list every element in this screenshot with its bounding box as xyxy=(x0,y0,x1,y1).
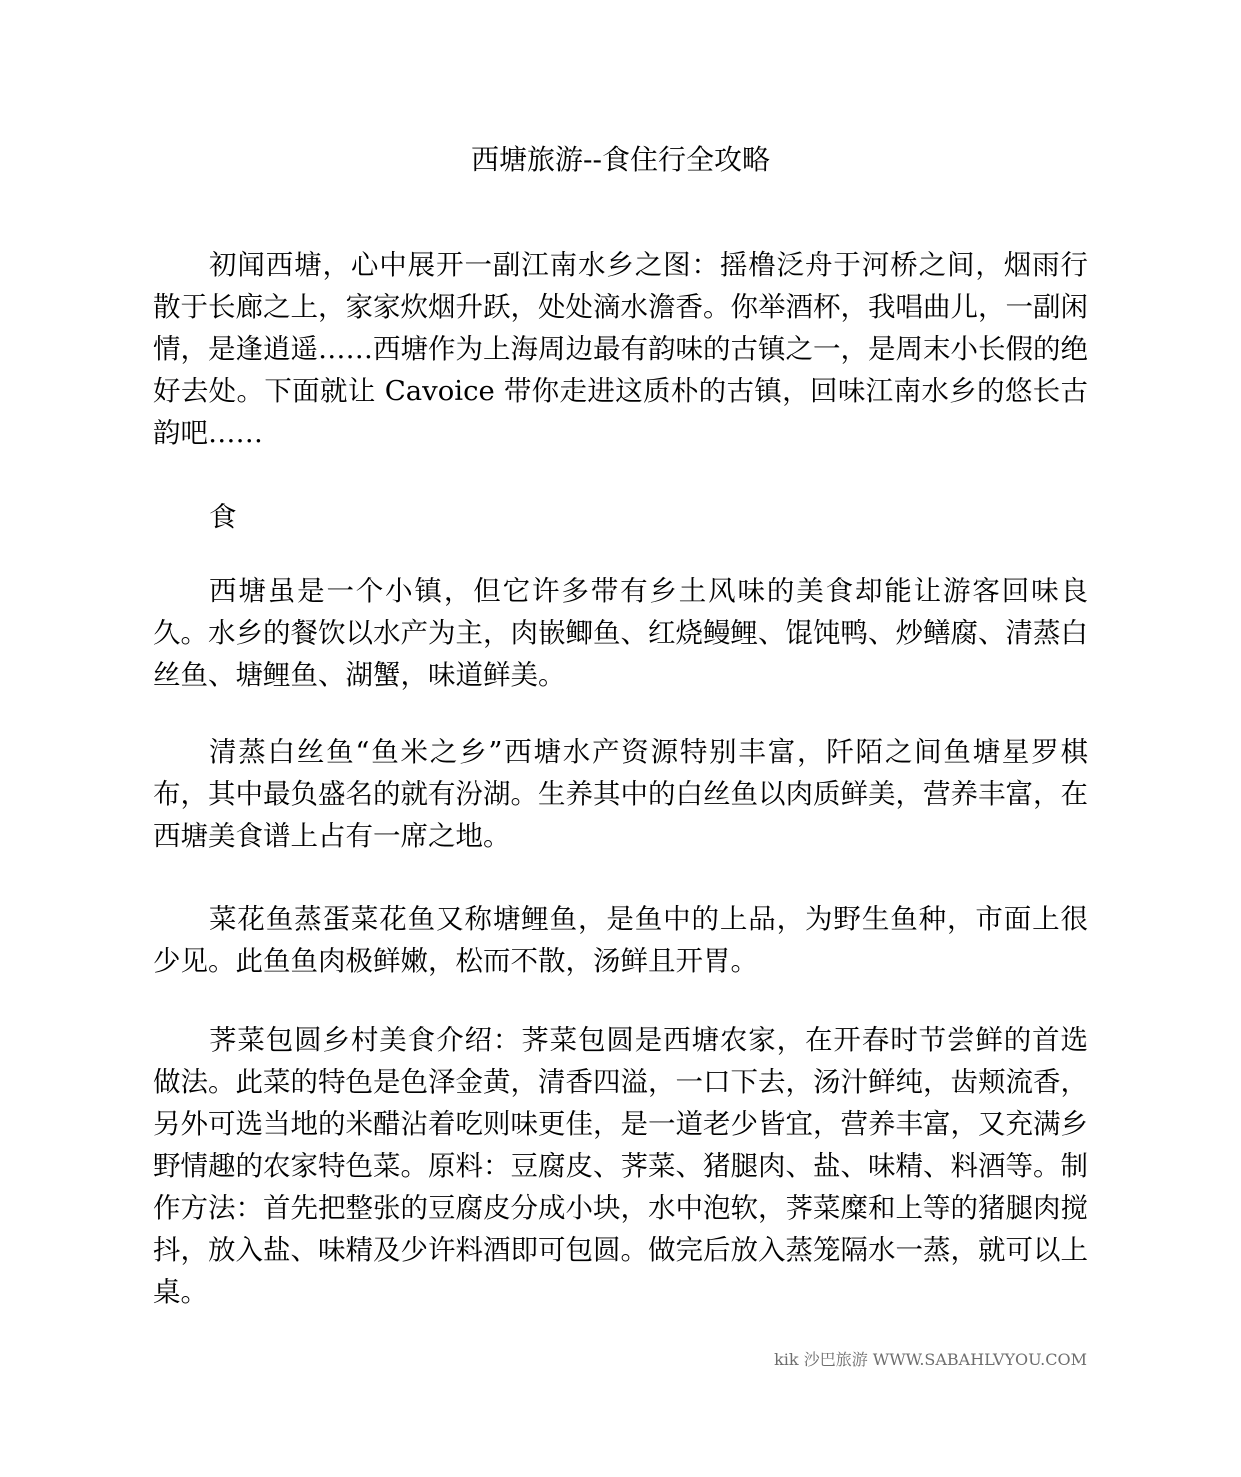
page-title: 西塘旅游--食住行全攻略 xyxy=(471,143,770,176)
intro-paragraph: 初闻西塘，心中展开一副江南水乡之图：摇橹泛舟于河桥之间，烟雨行散于长廊之上，家家炊烟升跃，处处滴水澹香。你举酒杯，我唱曲儿，一副闲情，是逢逍遥……西塘作为上海周边最有韵味的古镇之一，是周末小长假的绝好去处。下面就让 Cavoice 带你走进这质朴的古镇，回味江南水乡的悠长古韵吧…… xyxy=(153,249,1088,449)
section-heading-food: 食 xyxy=(209,501,237,533)
white-fish-paragraph: 清蒸白丝鱼“鱼米之乡”西塘水产资源特别丰富，阡陌之间鱼塘星罗棋布，其中最负盛名的就有汾湖。生养其中的白丝鱼以肉质鲜美，营养丰富，在西塘美食谱上占有一席之地。 xyxy=(153,736,1088,852)
food-intro-paragraph: 西塘虽是一个小镇，但它许多带有乡土风味的美食却能让游客回味良久。水乡的餐饮以水产为主，肉嵌鲫鱼、红烧鳗鲤、馄饨鸭、炒鳝腐、清蒸白丝鱼、塘鲤鱼、湖蟹，味道鲜美。 xyxy=(153,575,1088,691)
shepherd-purse-paragraph: 荠菜包圆乡村美食介绍：荠菜包圆是西塘农家，在开春时节尝鲜的首选做法。此菜的特色是色泽金黄，清香四溢，一口下去，汤汁鲜纯，齿颊流香，另外可选当地的米醋沾着吃则味更佳，是一道老少皆宜，营养丰富，又充满乡野情趣的农家特色菜。原料：豆腐皮、荠菜、猪腿肉、盐、味精、料酒等。制作方法：首先把整张的豆腐皮分成小块，水中泡软，荠菜糜和上等的猪腿肉搅抖，放入盐、味精及少许料酒即可包圆。做完后放入蒸笼隔水一蒸，就可以上桌。 xyxy=(153,1024,1088,1308)
footer-watermark: kik 沙巴旅游 WWW.SABAHLVYOU.COM xyxy=(774,1350,1087,1369)
carp-egg-paragraph: 菜花鱼蒸蛋菜花鱼又称塘鲤鱼，是鱼中的上品，为野生鱼种，市面上很少见。此鱼鱼肉极鲜嫩，松而不散，汤鲜且开胃。 xyxy=(153,903,1088,977)
